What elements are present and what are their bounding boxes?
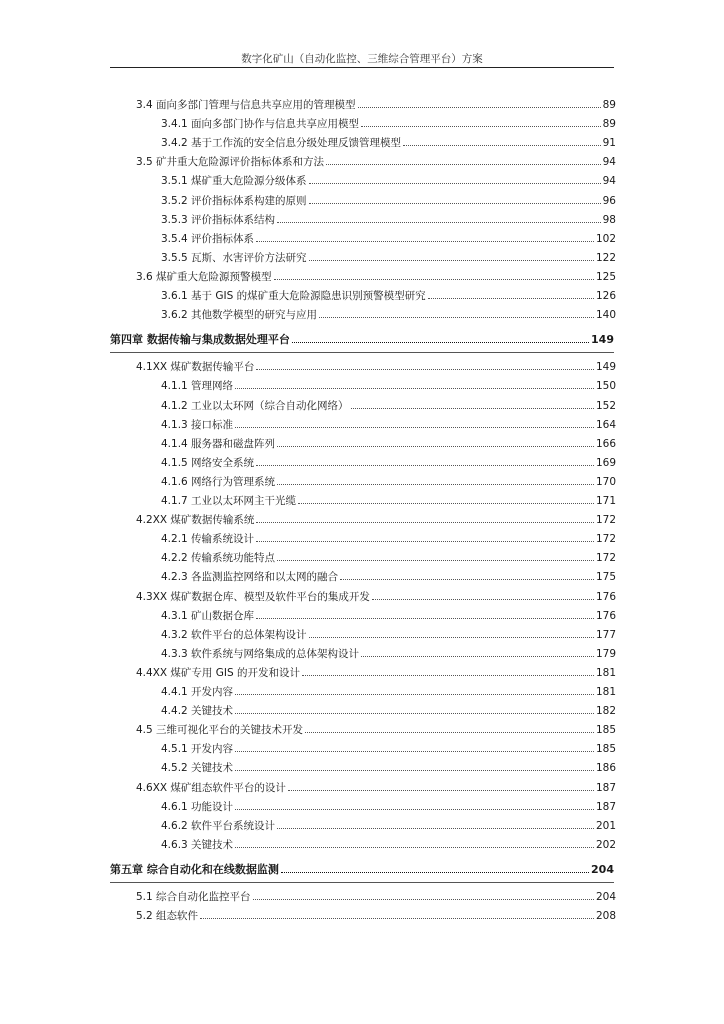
toc-entry[interactable] <box>161 818 616 833</box>
toc-entry-page: 182 <box>595 705 616 718</box>
toc-entry[interactable] <box>161 760 616 775</box>
toc-leader-dots <box>351 398 594 409</box>
toc-entry-label: 4.2.1 传输系统设计 <box>161 533 255 546</box>
toc-entry-page: 185 <box>595 724 616 737</box>
toc-entry-label: 4.3XX 煤矿数据仓库、模型及软件平台的集成开发 <box>136 590 370 603</box>
toc-leader-dots <box>298 493 594 504</box>
toc-entry-label: 4.3.3 软件系统与网络集成的总体架构设计 <box>161 647 360 660</box>
toc-leader-dots <box>428 288 594 299</box>
toc-entry[interactable] <box>161 684 616 699</box>
toc-leader-dots <box>361 646 594 657</box>
toc-entry-page: 187 <box>595 781 616 794</box>
toc-entry[interactable] <box>136 889 616 904</box>
toc-entry-label: 4.3.1 矿山数据仓库 <box>161 609 255 622</box>
toc-entry-label: 4.6XX 煤矿组态软件平台的设计 <box>136 781 286 794</box>
toc-entry-label: 4.6.2 软件平台系统设计 <box>161 819 276 832</box>
toc-leader-dots <box>256 608 594 619</box>
toc-entry[interactable] <box>161 288 616 303</box>
toc-leader-dots <box>235 378 594 389</box>
toc-entry[interactable] <box>136 589 616 604</box>
toc-entry-page: 176 <box>595 590 616 603</box>
toc-entry-label: 4.1XX 煤矿数据传输平台 <box>136 361 255 374</box>
toc-entry[interactable] <box>136 359 616 374</box>
toc-entry-page: 204 <box>595 891 616 903</box>
toc-entry-page: 149 <box>591 333 614 347</box>
toc-entry-page: 126 <box>595 290 616 302</box>
toc-entry-label: 3.4.1 面向多部门协作与信息共享应用模型 <box>161 118 360 131</box>
toc-leader-dots <box>235 417 594 428</box>
toc-entry-page: 208 <box>595 910 616 923</box>
toc-entry-label: 4.1.2 工业以太环网（综合自动化网络） <box>161 399 349 412</box>
toc-entry-page: 94 <box>602 156 616 169</box>
toc-entry-page: 96 <box>602 194 616 207</box>
toc-leader-dots <box>277 818 594 829</box>
toc-entry[interactable] <box>161 493 616 508</box>
toc-entry[interactable] <box>161 135 616 150</box>
toc-entry-label: 3.5.4 评价指标体系 <box>161 232 255 245</box>
toc-entry[interactable] <box>161 799 616 814</box>
toc-entry-page: 202 <box>595 838 616 851</box>
toc-entry[interactable] <box>136 908 616 923</box>
toc-leader-dots <box>309 193 601 204</box>
toc-leader-dots <box>309 250 594 261</box>
toc-entry-page: 187 <box>595 800 616 813</box>
toc-entry-label: 4.6.3 关键技术 <box>161 838 234 851</box>
toc-entry-label: 3.6.1 基于 GIS 的煤矿重大危险源隐患识别预警模型研究 <box>161 290 426 302</box>
toc-leader-dots <box>372 589 594 600</box>
toc-entry-label: 5.2 组态软件 <box>136 910 199 923</box>
toc-entry-page: 177 <box>595 628 616 641</box>
toc-entry-page: 149 <box>595 361 616 374</box>
toc-leader-dots <box>256 531 594 542</box>
toc-entry-label: 4.3.2 软件平台的总体架构设计 <box>161 628 307 641</box>
toc-entry[interactable] <box>161 474 616 489</box>
toc-entry[interactable] <box>161 378 616 393</box>
toc-entry-label: 3.5.5 瓦斯、水害评价方法研究 <box>161 251 307 264</box>
toc-chapter-entry[interactable] <box>110 332 614 347</box>
toc-leader-dots <box>277 212 601 223</box>
toc-leader-dots <box>361 116 601 127</box>
toc-entry[interactable] <box>136 512 616 527</box>
toc-entry[interactable] <box>161 703 616 718</box>
toc-entry-label: 3.6 煤矿重大危险源预警模型 <box>136 270 272 283</box>
toc-leader-dots <box>256 455 594 466</box>
toc-chapter-entry[interactable] <box>110 862 614 877</box>
toc-entry-label: 4.4.2 关键技术 <box>161 705 234 718</box>
toc-entry[interactable] <box>161 212 616 227</box>
toc-leader-dots <box>235 703 594 714</box>
toc-entry-label: 3.4 面向多部门管理与信息共享应用的管理模型 <box>136 99 356 111</box>
toc-entry[interactable] <box>136 665 616 680</box>
toc-entry-label: 4.1.5 网络安全系统 <box>161 456 255 469</box>
toc-entry-label: 3.4.2 基于工作流的安全信息分级处理反馈管理模型 <box>161 137 402 150</box>
chapter-rule <box>110 882 614 883</box>
toc-entry[interactable] <box>136 722 616 737</box>
toc-entry-page: 170 <box>595 475 616 488</box>
toc-entry-label: 3.5.2 评价指标体系构建的原则 <box>161 194 307 207</box>
toc-leader-dots <box>292 332 589 343</box>
toc-leader-dots <box>302 665 594 676</box>
toc-entry[interactable] <box>136 780 616 795</box>
toc-entry-page: 91 <box>602 137 616 150</box>
page-header-title: 数字化矿山（自动化监控、三维综合管理平台）方案 <box>241 53 483 65</box>
toc-entry-page: 172 <box>595 514 616 527</box>
toc-entry-page: 122 <box>595 251 616 264</box>
toc-entry-page: 201 <box>595 819 616 832</box>
toc-entry-label: 第五章 综合自动化和在线数据监测 <box>110 862 279 876</box>
toc-entry-page: 89 <box>602 99 616 111</box>
toc-leader-dots <box>235 760 594 771</box>
toc-entry-label: 4.1.6 网络行为管理系统 <box>161 475 276 488</box>
toc-entry-label: 4.2.2 传输系统功能特点 <box>161 552 276 565</box>
toc-entry[interactable] <box>161 436 616 451</box>
toc-entry-page: 164 <box>595 418 616 431</box>
toc-entry[interactable] <box>136 154 616 169</box>
toc-entry-page: 171 <box>595 495 616 507</box>
header-rule <box>110 67 614 68</box>
toc-entry-page: 152 <box>595 399 616 412</box>
toc-entry[interactable] <box>161 193 616 208</box>
toc-entry-label: 4.1.1 管理网络 <box>161 380 234 393</box>
toc-leader-dots <box>256 512 594 523</box>
toc-leader-dots <box>277 550 594 561</box>
toc-leader-dots <box>309 627 594 638</box>
toc-leader-dots <box>256 231 594 242</box>
toc-entry-label: 4.6.1 功能设计 <box>161 800 234 813</box>
toc-entry[interactable] <box>161 627 616 642</box>
toc-entry-label: 4.5 三维可视化平台的关键技术开发 <box>136 724 304 737</box>
toc-entry-label: 4.1.7 工业以太环网主干光缆 <box>161 495 297 507</box>
toc-entry-page: 204 <box>591 862 614 876</box>
toc-entry-label: 4.1.4 服务器和磁盘阵列 <box>161 437 276 450</box>
toc-leader-dots <box>326 154 601 165</box>
toc-leader-dots <box>200 908 594 919</box>
toc-entry[interactable] <box>161 455 616 470</box>
toc-entry-label: 3.5 矿井重大危险源评价指标体系和方法 <box>136 156 325 169</box>
toc-entry-label: 4.4.1 开发内容 <box>161 686 234 698</box>
toc-entry[interactable] <box>161 250 616 265</box>
toc-entry-page: 94 <box>602 175 616 188</box>
toc-leader-dots <box>288 780 594 791</box>
toc-entry[interactable] <box>161 646 616 661</box>
toc-entry-label: 4.2XX 煤矿数据传输系统 <box>136 514 255 527</box>
toc-entry-page: 181 <box>595 686 616 698</box>
toc-entry-page: 102 <box>595 232 616 245</box>
toc-leader-dots <box>235 684 594 695</box>
toc-entry[interactable] <box>136 97 616 112</box>
toc-entry-page: 176 <box>595 609 616 622</box>
toc-entry-page: 89 <box>602 118 616 131</box>
toc-entry-page: 98 <box>602 213 616 226</box>
toc-leader-dots <box>305 722 594 733</box>
toc-entry-page: 185 <box>595 743 616 756</box>
toc-entry-label: 4.5.2 关键技术 <box>161 762 234 775</box>
toc-entry[interactable] <box>136 269 616 284</box>
toc-entry-page: 169 <box>595 456 616 469</box>
toc-leader-dots <box>274 269 594 280</box>
toc-entry-page: 172 <box>595 552 616 565</box>
toc-leader-dots <box>403 135 601 146</box>
toc-entry-label: 3.5.1 煤矿重大危险源分级体系 <box>161 175 307 188</box>
toc-entry[interactable] <box>161 231 616 246</box>
toc-leader-dots <box>235 741 594 752</box>
toc-entry-page: 125 <box>595 270 616 283</box>
toc-leader-dots <box>340 569 594 580</box>
toc-entry[interactable] <box>161 569 616 584</box>
toc-entry-page: 150 <box>595 380 616 393</box>
toc-leader-dots <box>253 889 594 900</box>
toc-leader-dots <box>277 474 594 485</box>
toc-entry-page: 166 <box>595 437 616 450</box>
toc-leader-dots <box>235 799 594 810</box>
toc-entry-label: 3.5.3 评价指标体系结构 <box>161 213 276 226</box>
toc-leader-dots <box>309 173 601 184</box>
toc-entry[interactable] <box>161 116 616 131</box>
toc-leader-dots <box>319 307 594 318</box>
toc-entry-page: 186 <box>595 762 616 775</box>
toc-leader-dots <box>277 436 594 447</box>
toc-entry[interactable] <box>161 608 616 623</box>
toc-entry-label: 5.1 综合自动化监控平台 <box>136 891 251 903</box>
toc-entry-page: 181 <box>595 666 616 679</box>
toc-entry-label: 第四章 数据传输与集成数据处理平台 <box>110 333 290 347</box>
toc-entry-page: 140 <box>595 309 616 322</box>
toc-leader-dots <box>358 97 601 108</box>
toc-leader-dots <box>235 837 594 848</box>
toc-entry[interactable] <box>161 837 616 852</box>
toc-entry-label: 4.2.3 各监测监控网络和以太网的融合 <box>161 571 339 584</box>
toc-entry-page: 179 <box>595 647 616 660</box>
toc-entry-label: 4.4XX 煤矿专用 GIS 的开发和设计 <box>136 666 300 679</box>
toc-entry-label: 4.1.3 接口标准 <box>161 418 234 431</box>
toc-entry[interactable] <box>161 741 616 756</box>
toc-entry-page: 175 <box>595 571 616 584</box>
toc-entry-label: 4.5.1 开发内容 <box>161 743 234 756</box>
toc-entry-label: 3.6.2 其他数学模型的研究与应用 <box>161 309 318 322</box>
toc-entry[interactable] <box>161 307 616 322</box>
toc-entry[interactable] <box>161 173 616 188</box>
toc-entry[interactable] <box>161 417 616 432</box>
toc-entry-page: 172 <box>595 533 616 546</box>
toc-entry[interactable] <box>161 398 616 413</box>
chapter-rule <box>110 352 614 353</box>
toc-leader-dots <box>281 862 589 873</box>
toc-entry[interactable] <box>161 531 616 546</box>
toc-entry[interactable] <box>161 550 616 565</box>
toc-leader-dots <box>256 359 594 370</box>
